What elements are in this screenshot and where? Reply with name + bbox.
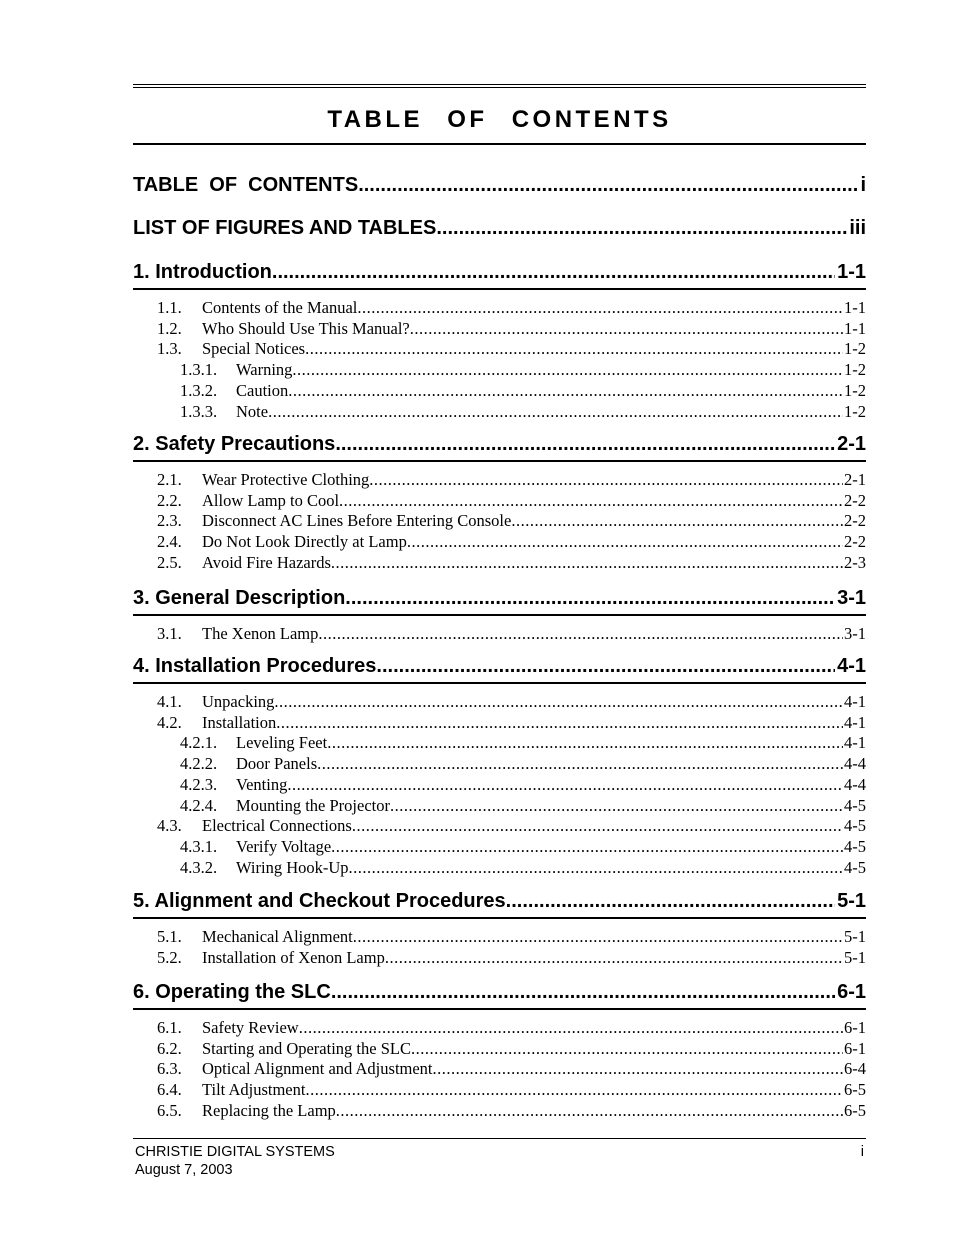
toc-section-page: 4-1	[844, 712, 866, 732]
toc-chapter-page: 6-1	[837, 981, 866, 1003]
toc-section-entry[interactable]	[133, 319, 866, 339]
toc-section-number: 2.5.	[157, 552, 182, 572]
toc-section-page: 4-5	[844, 816, 866, 836]
toc-section-entry[interactable]	[133, 624, 866, 644]
toc-section-number: 2.1.	[157, 470, 182, 489]
dot-leader	[410, 319, 843, 339]
dot-leader	[274, 692, 843, 712]
toc-section-entry[interactable]	[133, 491, 866, 511]
toc-section-entry[interactable]	[133, 532, 866, 552]
dot-leader	[318, 624, 843, 644]
toc-section-entry[interactable]	[133, 775, 866, 795]
dot-leader	[272, 259, 835, 285]
toc-section-text: The Xenon Lamp	[202, 624, 319, 643]
toc-section-page: 4-5	[844, 795, 866, 815]
chapter-rule	[133, 460, 866, 462]
toc-section-number: 2.2.	[157, 490, 182, 510]
toc-section-number: 4.2.2.	[180, 754, 218, 774]
toc-chapter-4[interactable]	[133, 653, 866, 679]
dot-leader	[511, 511, 843, 531]
toc-page	[133, 0, 866, 1235]
dot-leader	[299, 1018, 843, 1038]
toc-section-text: Disconnect AC Lines Before Entering Console	[202, 511, 512, 531]
toc-section-number: 4.3.2.	[180, 857, 218, 877]
dot-leader	[411, 1039, 843, 1059]
dot-leader	[327, 733, 843, 753]
toc-section-entry[interactable]	[133, 1101, 866, 1121]
toc-section-entry[interactable]	[133, 381, 866, 401]
toc-chapter-page: 4-1	[837, 655, 866, 677]
toc-chapter-page: 1-1	[837, 261, 866, 283]
toc-section-entry[interactable]	[133, 1039, 866, 1059]
toc-chapter-1[interactable]	[133, 259, 866, 285]
toc-section-entry[interactable]	[133, 1018, 866, 1038]
toc-section-text: Tilt Adjustment	[202, 1080, 306, 1100]
toc-section-page: 1-1	[844, 298, 866, 317]
toc-section-number: 6.3.	[157, 1059, 182, 1079]
toc-section-entry[interactable]	[133, 360, 866, 380]
chapter-rule	[133, 1008, 866, 1010]
toc-section-page: 3-1	[844, 624, 866, 643]
toc-section-entry[interactable]	[133, 713, 866, 733]
toc-chapter-page: 2-1	[837, 433, 866, 455]
dot-leader	[369, 470, 843, 490]
toc-section-page: 2-1	[844, 470, 866, 489]
toc-section-number: 1.3.	[157, 339, 182, 359]
toc-section-number: 1.3.1.	[180, 360, 218, 380]
dot-leader	[276, 713, 843, 733]
dot-leader	[352, 816, 843, 836]
toc-section-text: Safety Review	[202, 1018, 299, 1037]
toc-section-entry[interactable]	[133, 1080, 866, 1100]
dot-leader	[390, 796, 843, 816]
toc-section-entry[interactable]	[133, 858, 866, 878]
dot-leader	[331, 553, 843, 573]
toc-section-number: 1.2.	[157, 318, 182, 338]
toc-section-number: 6.4.	[157, 1080, 182, 1100]
footer-company: CHRISTIE DIGITAL SYSTEMS	[135, 1144, 335, 1160]
toc-section-number: 2.4.	[157, 532, 182, 552]
toc-section-text: Optical Alignment and Adjustment	[202, 1059, 433, 1079]
toc-section-text: Allow Lamp to Cool	[202, 490, 340, 510]
toc-section-entry[interactable]	[133, 796, 866, 816]
footer-page-number: i	[860, 1144, 864, 1160]
toc-section-number: 1.1.	[157, 298, 182, 317]
toc-section-entry[interactable]	[133, 733, 866, 753]
toc-entry-page: i	[860, 174, 866, 196]
toc-section-text: Venting	[236, 774, 288, 794]
toc-section-entry[interactable]	[133, 754, 866, 774]
chapter-rule	[133, 682, 866, 684]
toc-section-number: 1.3.2.	[180, 380, 218, 400]
toc-section-page: 4-1	[844, 733, 866, 753]
toc-section-text: Wear Protective Clothing	[202, 470, 370, 489]
toc-section-entry[interactable]	[133, 339, 866, 359]
toc-section-number: 4.3.1.	[180, 836, 218, 856]
top-double-rule	[133, 84, 866, 88]
toc-section-number: 4.2.3.	[180, 774, 218, 794]
toc-section-page: 2-3	[844, 552, 866, 572]
dot-leader	[433, 1059, 843, 1079]
dot-leader	[305, 1080, 843, 1100]
toc-section-entry[interactable]	[133, 816, 866, 836]
title-rule	[133, 143, 866, 145]
toc-entry-table-of-contents[interactable]	[133, 172, 866, 198]
toc-section-number: 4.2.	[157, 712, 182, 732]
toc-section-text: Warning	[236, 360, 293, 380]
toc-chapter-title: 5. Alignment and Checkout Procedures	[133, 890, 506, 912]
chapter-rule	[133, 614, 866, 616]
toc-section-text: Installation	[202, 712, 277, 732]
dot-leader	[339, 491, 843, 511]
dot-leader	[357, 298, 843, 318]
toc-section-number: 2.3.	[157, 511, 182, 531]
toc-section-text: Note	[236, 401, 269, 421]
toc-section-text: Do Not Look Directly at Lamp	[202, 532, 407, 552]
toc-section-text: Electrical Connections	[202, 816, 352, 836]
toc-section-page: 4-5	[844, 857, 866, 877]
toc-section-entry[interactable]	[133, 511, 866, 531]
toc-section-text: Caution	[236, 380, 289, 400]
toc-chapter-title: 6. Operating the SLC	[133, 981, 331, 1003]
toc-section-text: Wiring Hook-Up	[236, 857, 349, 877]
toc-section-number: 6.2.	[157, 1038, 182, 1058]
toc-section-page: 6-5	[844, 1100, 866, 1120]
toc-section-page: 5-1	[844, 947, 866, 967]
toc-section-page: 2-2	[844, 490, 866, 510]
dot-leader	[331, 979, 835, 1005]
toc-section-page: 6-1	[844, 1018, 866, 1037]
dot-leader	[436, 215, 847, 241]
toc-section-text: Replacing the Lamp	[202, 1100, 336, 1120]
toc-section-text: Verify Voltage	[236, 836, 332, 856]
toc-section-number: 4.3.	[157, 816, 182, 836]
toc-section-page: 6-5	[844, 1080, 866, 1100]
toc-section-text: Contents of the Manual	[202, 298, 358, 317]
dot-leader	[345, 585, 835, 611]
toc-section-page: 4-4	[844, 754, 866, 774]
toc-section-page: 5-1	[844, 927, 866, 946]
toc-section-page: 4-5	[844, 836, 866, 856]
toc-section-number: 5.1.	[157, 927, 182, 946]
toc-section-number: 5.2.	[157, 947, 182, 967]
toc-section-page: 4-4	[844, 774, 866, 794]
toc-entry-text: TABLE OF CONTENTS	[133, 174, 359, 196]
toc-chapter-title: 4. Installation Procedures	[133, 655, 377, 677]
toc-section-page: 2-2	[844, 511, 866, 531]
toc-section-page: 1-1	[844, 318, 866, 338]
toc-section-text: Leveling Feet	[236, 733, 328, 753]
dot-leader	[288, 381, 843, 401]
toc-section-number: 4.2.4.	[180, 795, 218, 815]
toc-section-page: 1-2	[844, 401, 866, 421]
toc-section-text: Special Notices	[202, 339, 306, 359]
dot-leader	[376, 653, 835, 679]
page-title: TABLE OF CONTENTS	[327, 106, 672, 133]
toc-section-text: Who Should Use This Manual?	[202, 318, 410, 338]
toc-chapter-2[interactable]	[133, 431, 866, 457]
toc-section-page: 6-4	[844, 1059, 866, 1079]
toc-entry-page: iii	[849, 217, 866, 239]
toc-section-entry[interactable]	[133, 927, 866, 947]
toc-section-number: 4.2.1.	[180, 733, 218, 753]
toc-section-text: Installation of Xenon Lamp	[202, 947, 385, 967]
dot-leader	[305, 339, 843, 359]
toc-section-entry[interactable]	[133, 1059, 866, 1079]
toc-section-page: 1-2	[844, 360, 866, 380]
toc-section-text: Door Panels	[236, 754, 318, 774]
toc-section-text: Avoid Fire Hazards	[202, 552, 331, 572]
toc-chapter-page: 5-1	[837, 890, 866, 912]
toc-chapter-title: 3. General Description	[133, 587, 346, 609]
dot-leader	[353, 927, 843, 947]
toc-section-number: 4.1.	[157, 692, 182, 711]
dot-leader	[292, 360, 843, 380]
dot-leader	[407, 532, 843, 552]
toc-entry-list-of-figures[interactable]	[133, 215, 866, 241]
dot-leader	[335, 431, 835, 457]
dot-leader	[349, 858, 843, 878]
dot-leader	[268, 402, 843, 422]
toc-section-page: 1-2	[844, 339, 866, 359]
toc-section-page: 6-1	[844, 1038, 866, 1058]
dot-leader	[287, 775, 843, 795]
footer-rule	[133, 1138, 866, 1139]
toc-section-entry[interactable]	[133, 692, 866, 712]
toc-section-entry[interactable]	[133, 553, 866, 573]
toc-chapter-5[interactable]	[133, 888, 866, 914]
toc-section-entry[interactable]	[133, 402, 866, 422]
toc-entry-text: LIST OF FIGURES AND TABLES	[133, 217, 437, 239]
toc-section-text: Mounting the Projector	[236, 795, 390, 815]
toc-chapter-page: 3-1	[837, 587, 866, 609]
toc-section-entry[interactable]	[133, 298, 866, 318]
toc-section-number: 1.3.3.	[180, 401, 218, 421]
toc-section-text: Unpacking	[202, 692, 275, 711]
toc-section-text: Starting and Operating the SLC	[202, 1038, 411, 1058]
dot-leader	[385, 948, 843, 968]
toc-section-entry[interactable]	[133, 470, 866, 490]
toc-section-entry[interactable]	[133, 948, 866, 968]
toc-section-page: 2-2	[844, 532, 866, 552]
toc-chapter-3[interactable]	[133, 585, 866, 611]
toc-section-text: Mechanical Alignment	[202, 927, 353, 946]
toc-section-number: 6.1.	[157, 1018, 182, 1037]
toc-section-page: 4-1	[844, 692, 866, 711]
dot-leader	[331, 837, 843, 857]
toc-section-number: 3.1.	[157, 624, 182, 643]
dot-leader	[506, 888, 835, 914]
toc-section-number: 6.5.	[157, 1100, 182, 1120]
toc-chapter-6[interactable]	[133, 979, 866, 1005]
dot-leader	[358, 172, 858, 198]
toc-section-page: 1-2	[844, 380, 866, 400]
footer-date: August 7, 2003	[135, 1162, 233, 1178]
toc-section-entry[interactable]	[133, 837, 866, 857]
chapter-rule	[133, 917, 866, 919]
toc-chapter-title: 1. Introduction	[133, 261, 272, 283]
dot-leader	[336, 1101, 843, 1121]
toc-chapter-title: 2. Safety Precautions	[133, 433, 336, 455]
dot-leader	[317, 754, 843, 774]
chapter-rule	[133, 288, 866, 290]
